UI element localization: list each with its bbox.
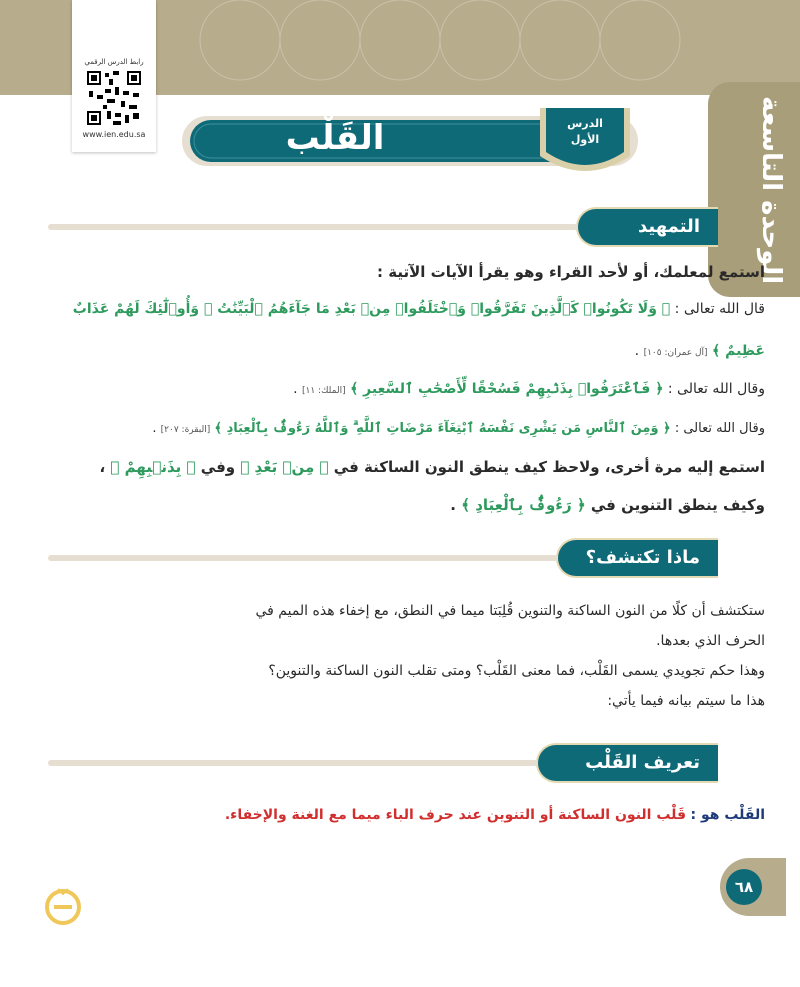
section-pill <box>556 538 718 578</box>
lesson-label-line2: الأول <box>570 133 600 146</box>
tanween-line: وكيف ينطق التنوين في ﴿ رَءُوفٌۢ بِٱلْعِبَادِ ﴾ . <box>450 496 765 514</box>
lesson-label-line1: الدرس <box>567 117 603 130</box>
intro-instruction: استمع لمعلمك، أو لأحد القراء وهو يقرأ الآيات الآتية : <box>377 263 765 281</box>
verse2-line: وقال الله تعالى : ﴿ فَٱعْتَرَفُوا۟ بِذَنۢبِهِمْ فَسُحْقًا لِّأَصْحَٰبِ ٱلسَّعِيرِ ﴾ [الملك: ١١] . <box>293 381 765 397</box>
verse2-prefix: وقال الله تعالى : <box>667 381 765 397</box>
listen-again-line: استمع إليه مرة أخرى، ولاحظ كيف ينطق النون الساكنة في ﴿ مِنۢ بَعْدِ ﴾ وفي ﴿ بِذَنۢبِهِمْ ﴾ ، <box>99 458 765 476</box>
section-divider <box>48 760 538 766</box>
section-definition-header <box>48 743 718 783</box>
qr-card[interactable] <box>72 0 156 152</box>
lesson-title: القَلْب <box>285 118 385 158</box>
unit-title: الوحدة التاسعة <box>756 96 786 285</box>
listen-again-text: استمع إليه مرة أخرى، ولاحظ كيف ينطق النون الساكنة في <box>333 458 765 476</box>
discover-p3: هذا ما سيتم بيانه فيما يأتي: <box>607 693 765 709</box>
qr-title: رابط الدرس الرقمي <box>84 58 144 66</box>
publisher-logo-icon <box>42 885 84 927</box>
section-discover-title: ماذا تكتشف؟ <box>585 547 700 568</box>
verse2-ref: [الملك: ١١] <box>302 386 346 396</box>
verse1-line <box>36 298 765 320</box>
verse2-text: ﴿ فَٱعْتَرَفُوا۟ بِذَنۢبِهِمْ فَسُحْقًا لِّأَصْحَٰبِ ٱلسَّعِيرِ ﴾ <box>350 381 664 397</box>
discover-p1a: ستكتشف أن كلًا من النون الساكنة والتنوين قُلِبَتا ميما في النطق، مع إخفاء هذه الميم في <box>255 603 765 619</box>
and-in-text: وفي <box>200 458 236 476</box>
section-discover-header <box>48 538 718 578</box>
section-divider <box>48 555 558 561</box>
discover-p1b: الحرف الذي بعدها. <box>656 633 765 649</box>
verse3-prefix: وقال الله تعالى : <box>674 421 765 436</box>
verse1-ref: [آل عمران: ١٠٥] <box>643 348 708 358</box>
page-number: ٦٨ <box>726 869 762 905</box>
verse3-line: وقال الله تعالى : ﴿ وَمِنَ ٱلنَّاسِ مَن يَشْرِى نَفْسَهُ ٱبْتِغَآءَ مَرْضَاتِ ٱللَّهِ ۗ وَٱللَّهُ رَءُوفٌۢ بِٱلْعِبَادِ ﴾ [البقرة: ٢٠٧] . <box>152 421 765 436</box>
verse3-text: ﴿ وَمِنَ ٱلنَّاسِ مَن يَشْرِى نَفْسَهُ ٱبْتِغَآءَ مَرْضَاتِ ٱللَّهِ ۗ وَٱللَّهُ رَءُوفٌۢ بِٱلْعِبَادِ ﴾ <box>214 421 671 436</box>
example-word1: ﴿ مِنۢ بَعْدِ ﴾ <box>240 458 329 476</box>
section-intro-title: التمهيد <box>638 216 700 237</box>
qr-url[interactable]: www.ien.edu.sa <box>82 130 146 139</box>
section-pill <box>536 743 718 783</box>
section-intro-header <box>48 207 718 247</box>
verse1-prefix: قال الله تعالى : <box>674 301 765 317</box>
lesson-label <box>540 116 630 148</box>
example-word2: ﴿ بِذَنۢبِهِمْ ﴾ <box>110 458 196 476</box>
tanween-text: وكيف ينطق التنوين في <box>590 496 765 514</box>
discover-p2: وهذا حكم تجويدي يسمى القَلْب، فما معنى القَلْب؟ ومتى تقلب النون الساكنة والتنوين؟ <box>268 663 765 679</box>
definition-term: القَلْب هو : <box>690 807 765 823</box>
verse1-cont-line: عَظِيمٌ ﴾ [آل عمران: ١٠٥] . <box>634 343 765 359</box>
qr-code-icon[interactable] <box>85 69 143 127</box>
definition-text: قَلْب النون الساكنة أو التنوين عند حرف الباء ميما مع الغنة والإخفاء. <box>224 807 687 823</box>
definition-line <box>36 804 765 826</box>
section-divider <box>48 224 578 230</box>
section-pill <box>576 207 718 247</box>
verse1-cont: عَظِيمٌ ﴾ <box>712 343 765 359</box>
verse1-text: ﴿ وَلَا تَكُونُوا۟ كَٱلَّذِينَ تَفَرَّقُوا۟ وَٱخْتَلَفُوا۟ مِنۢ بَعْدِ مَا جَآءَهُمُ ٱلْبَيِّنَٰتُ ۚ وَأُو۟لَٰٓئِكَ لَهُمْ عَذَابٌ <box>72 301 671 317</box>
verse3-ref: [البقرة: ٢٠٧] <box>160 425 211 435</box>
section-definition-title: تعريف القَلْب <box>585 752 700 773</box>
page-number-tab <box>720 858 786 916</box>
example-word3: ﴿ رَءُوفٌۢ بِٱلْعِبَادِ ﴾ <box>461 496 586 514</box>
